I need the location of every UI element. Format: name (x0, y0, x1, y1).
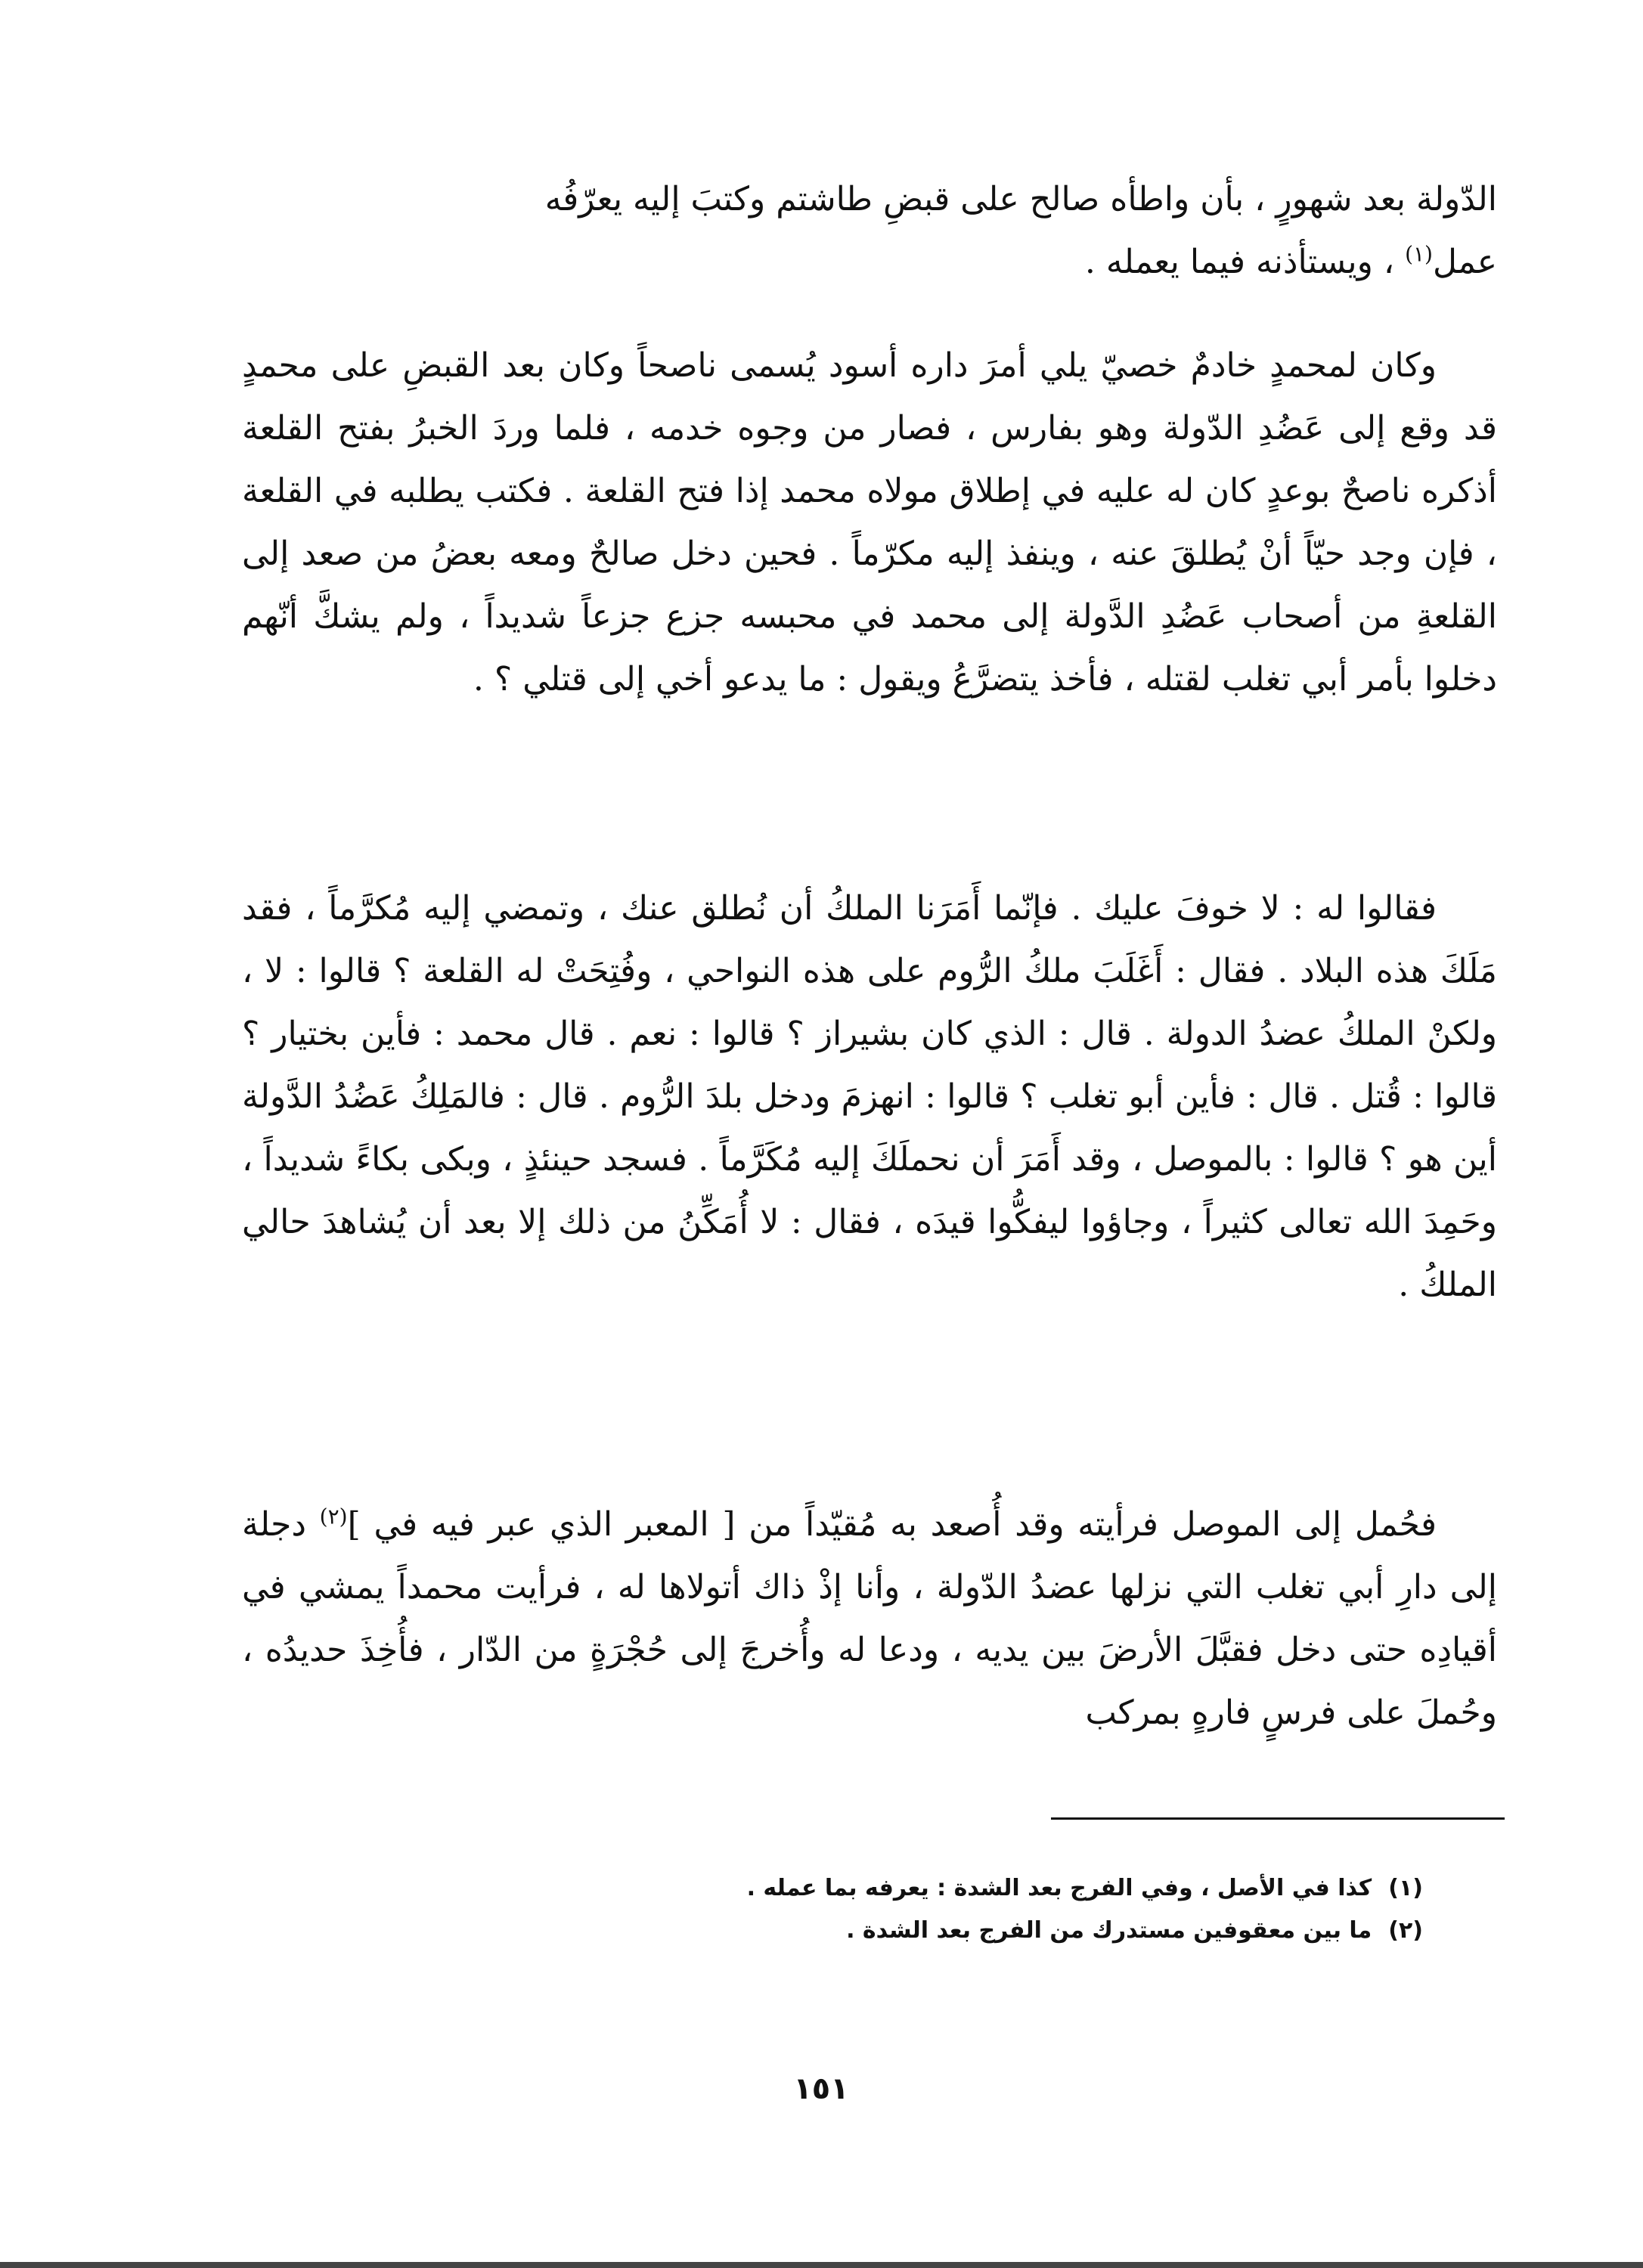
paragraph-3 (242, 877, 1497, 1316)
footnote-2 (454, 1910, 1423, 1952)
footnote-1-number: (١) (1388, 1875, 1423, 1901)
paragraph-2-text: وكان لمحمدٍ خادمٌ خصيّ يلي أمرَ داره أسود يُسمى ناصحاً وكان بعد القبضِ على محمدٍ قد وقع إلى عَضُدِ الدّولة وهو بفارس ، فصار من وجوه خدمه ، فلما وردَ الخبرُ بفتح القلعة أذكره ناصحٌ بوعدٍ كان له عليه في إطلاق مولاه محمد إذا فتح القلعة . فكتب يطلبه في القلعة ، فإن وجد حيّاً أنْ يُطلقَ عنه ، وينفذ إليه مكرّماً . فحين دخل صالحٌ ومعه بعضُ من صعد إلى القلعةِ من أصحاب عَضُدِ الدَّولة إلى محمد في محبسه جزع جزعاً شديداً ، ولم يشكَّ أنّهم دخلوا بأمر أبي تغلب لقتله ، فأخذ يتضرَّعُ ويقول : ما يدعو أخي إلى قتلي ؟ . (242, 346, 1498, 699)
footnotes (454, 1867, 1423, 1952)
paragraph-4-text (242, 1493, 1497, 1744)
footnote-2-text: ما بين معقوفين مستدرك من الفرج بعد الشدة . (846, 1917, 1372, 1944)
paragraph-1-text (242, 168, 1497, 293)
footnote-ref-2[interactable]: (٢) (319, 1504, 348, 1529)
scan-bottom-edge (0, 2262, 1643, 2268)
footnote-1-text: كذا في الأصل ، وفي الفرج بعد الشدة : يعرفه بما عمله . (746, 1875, 1372, 1901)
paragraph-1-line-2-start: عمل (1432, 243, 1497, 281)
footnote-1 (454, 1867, 1423, 1910)
paragraph-2 (242, 334, 1497, 711)
paragraph-1 (242, 168, 1497, 293)
paragraph-4-start: فحُمل إلى الموصل فرأيته وقد أُصعد به مُقيّداً من [ المعبر الذي عبر فيه في ] (347, 1505, 1437, 1544)
paragraph-3-text: فقالوا له : لا خوفَ عليك . فإنّما أَمَرَنا الملكُ أن نُطلق عنك ، وتمضي إليه مُكرَّماً ، فقد مَلَكَ هذه البلاد . فقال : أَغَلَبَ ملكُ الرُّوم على هذه النواحي ، وفُتِحَتْ له القلعة ؟ قالوا : لا ، ولكنْ الملكُ عضدُ الدولة . قال : الذي كان بشيراز ؟ قالوا : نعم . قال محمد : فأين بختيار ؟ قالوا : قُتل . قال : فأين أبو تغلب ؟ قالوا : انهزمَ ودخل بلدَ الرُّوم . قال : فالمَلِكُ عَضُدُ الدَّولة أين هو ؟ قالوا : بالموصل ، وقد أَمَرَ أن نحملَكَ إليه مُكَرَّماً . فسجد حينئذٍ ، وبكى بكاءً شديداً ، وحَمِدَ الله تعالى كثيراً ، وجاؤوا ليفكُّوا قيدَه ، فقال : لا أُمَكِّنُ من ذلك إلا بعد أن يُشاهدَ حالي الملكُ . (242, 889, 1497, 1304)
paragraph-4 (242, 1493, 1497, 1744)
footnote-2-number: (٢) (1388, 1917, 1423, 1944)
paragraph-1-line-1: الدّولة بعد شهورٍ ، بأن واطأه صالح على قبضِ طاشتم وكتبَ إليه يعرّفُه (544, 180, 1497, 218)
footnote-separator (1051, 1817, 1505, 1820)
paragraph-4-rest: دجلة إلى دارِ أبي تغلب التي نزلها عضدُ الدّولة ، وأنا إذْ ذاك أتولاها له ، فرأيت محمداً يمشي في أقيادِه حتى دخل فقبَّلَ الأرضَ بين يديه ، ودعا له وأُخرجَ إلى حُجْرَةٍ من الدّار ، فأُخِذَ حديدُه ، وحُملَ على فرسٍ فارهٍ بمركب (242, 1505, 1497, 1732)
paragraph-1-line-2-end: ، ويستأذنه فيما يعمله . (1084, 243, 1406, 281)
page-number: ١٥١ (793, 2071, 849, 2106)
footnote-ref-1[interactable]: (١) (1405, 241, 1433, 267)
